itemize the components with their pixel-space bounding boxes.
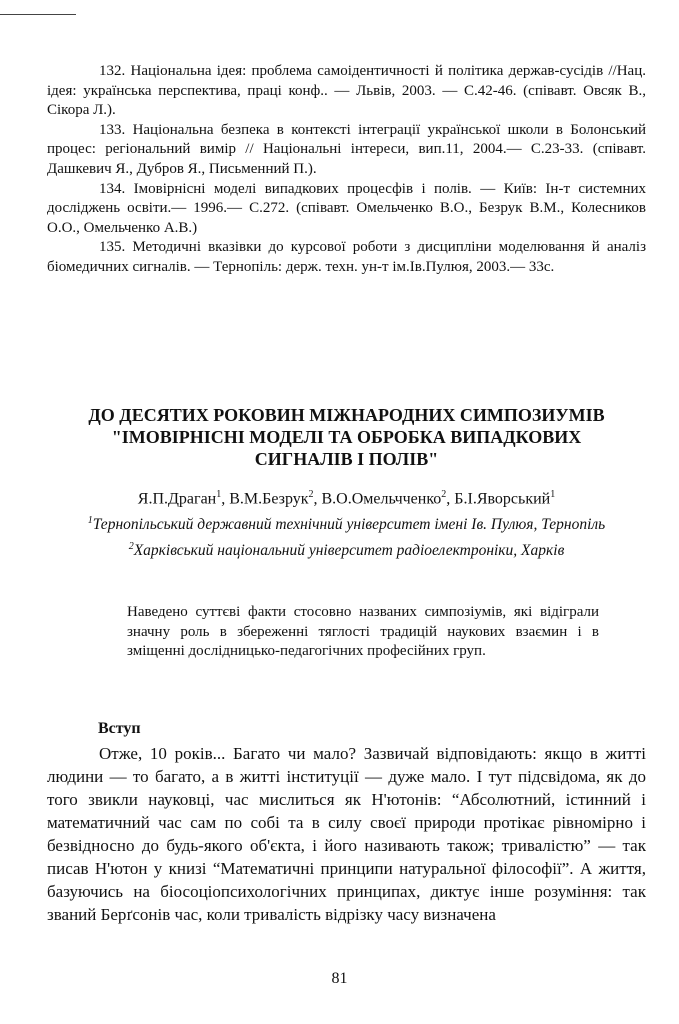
abstract: Наведено суттєві факти стосовно названих симпозіумів, які відіграли значну роль в збереженні тяглості традицій наукових взаємин і в зміщенні дослідницько-педагогічних професійних груп. [127,604,599,659]
page-number: 81 [331,970,348,987]
body-paragraph: Отже, 10 років... Багато чи мало? Зазвичай відповідають: якщо в житті людини — то багато, а в житті інституції — дуже мало. І тут підсвідома, як до того звикли науковці, час мислиться як Н'ютонів: “Абсолютний, істинний і математичний час сам по собі та в силу своєї природи протікає рівномірно і безвідносно до будь-якого об'єкта, і його називають також; тривалістю” — так писав Н'ютон у книзі “Математичні принципи натуральної філософії”. А життя, базуючись на біосоціопсихологічних принципах, диктує інше розуміння: так званий Берґсонів час, коли тривалість відрізку часу визначена [47,744,646,924]
affiliation [47,536,646,562]
reference-item: 132. Національна ідея: проблема самоідентичності й політика держав-сусідів //Нац. ідея: українська перспектива, праці конф.. — Львів, 2003. — С.42-46. (співавт. Овсяк В., Сікора Л.). [47,63,646,119]
author-affil-mark: 2 [441,489,447,500]
article-title [47,404,646,470]
author-name: Я.П.Драган [137,490,217,508]
title-line: ДО ДЕСЯТИХ РОКОВИН МІЖНАРОДНИХ СИМПОЗИУМІВ [88,405,605,425]
author-affil-mark: 2 [308,489,314,500]
reference-item: 133. Національна безпека в контексті інтеграції української школи в Болонський процес: регіональний вимір // Національні інтереси, вип.11, 2004.— С.23-33. (співавт. Дашкевич Я., Дубров Я., Письменний П.). [47,121,646,177]
title-line: СИГНАЛІВ І ПОЛІВ" [254,449,439,469]
author-name: Б.І.Яворський [454,490,551,508]
author-block [47,484,646,563]
author-list: Я.П.Драган$^1$, В.М.Безрук$^2$, В.О.Омельчченко$^2$, Б.І.Яворський$^1$ [137,489,556,508]
affiliation-mark: 2 [128,541,134,553]
reference-item: 134. Імовірнісні моделі випадкових процесфів і полів. — Київ: Ін-т системних досліджень освіти.— 1996.— С.272. (співавт. Омельченко В.О., Безрук В.М., Колесников О.О., Омельченко А.В.) [47,180,646,236]
author-name: В.О.Омельчченко [321,490,442,508]
affiliation-text: Харківський національний університет радіоелектроніки, Харків [133,542,565,560]
affiliation [47,510,646,536]
author-affil-mark: 1 [216,489,222,500]
section-heading: Вступ [98,720,141,737]
header-rule [0,14,76,15]
title-line: "ІМОВІРНІСНІ МОДЕЛІ ТА ОБРОБКА ВИПАДКОВИХ [111,427,582,447]
reference-item: 135. Методичні вказівки до курсової роботи з дисципліни моделювання й аналіз біомедичних сигналів. — Тернопіль: держ. техн. ун-т ім.Ів.Пулюя, 2003.— 33с. [47,239,646,275]
affiliation-text: Тернопільський державний технічний університет імені Ів. Пулюя, Тернопіль [92,516,606,534]
author-name: В.М.Безрук [229,490,309,508]
author-affil-mark: 1 [550,489,556,500]
reference-list [47,62,646,278]
affiliation-mark: 1 [87,515,93,527]
